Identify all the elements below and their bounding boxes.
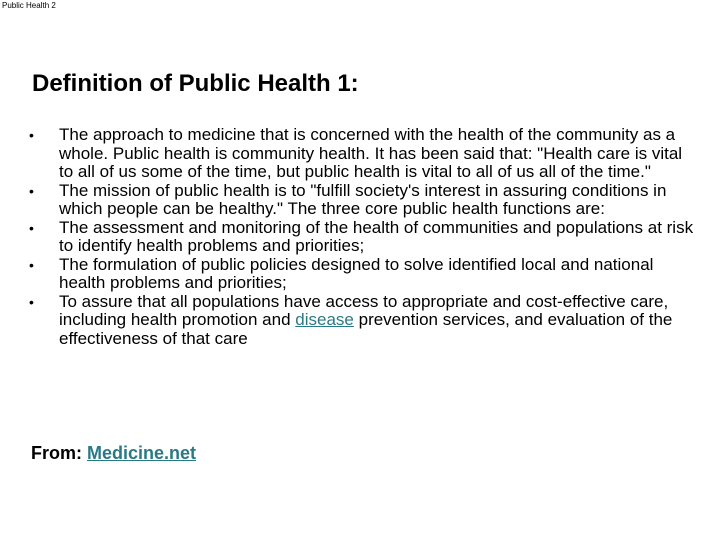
bullet-text: The approach to medicine that is concerned with the health of the community as a whole. Public health is community health. It has been said that: "Health care is vital to all of us some of the time, but public health is vital to all of us all of the time."	[59, 125, 683, 181]
source-line	[31, 442, 196, 464]
bullet-text-before: To assure that all populations have access to appropriate and cost-effective care, including health promotion and	[59, 291, 669, 329]
bullet-icon: •	[29, 127, 34, 143]
bullet-list	[28, 126, 700, 348]
bullet-text: The formulation of public policies designed to solve identified local and national health problems and priorities;	[59, 254, 654, 292]
bullet-icon: •	[29, 219, 34, 236]
bullet-icon: •	[29, 293, 34, 310]
slide-title: Definition of Public Health 1:	[32, 70, 359, 97]
bullet-text: The mission of public health is to "fulfill society's interest in assuring conditions in which people can be healthy." The three core public health functions are:	[59, 180, 667, 218]
bullet-text: The assessment and monitoring of the health of communities and populations at risk to identify health problems and priorities;	[59, 217, 694, 255]
bullet-item-1	[28, 126, 700, 182]
disease-link[interactable]: disease	[295, 310, 354, 329]
source-link[interactable]: Medicine.net	[87, 443, 197, 463]
bullet-text-after: prevention services, and evaluation of the effectiveness of that care	[59, 310, 673, 348]
bullet-item-4	[28, 256, 700, 293]
source-label: From:	[31, 443, 87, 463]
bullet-icon: •	[29, 182, 34, 199]
bullet-item-5	[28, 293, 700, 349]
bullet-icon: •	[29, 256, 34, 273]
bullet-item-2	[28, 182, 700, 219]
bullet-item-3	[28, 219, 700, 256]
header-label: Public Health 2	[2, 1, 56, 10]
